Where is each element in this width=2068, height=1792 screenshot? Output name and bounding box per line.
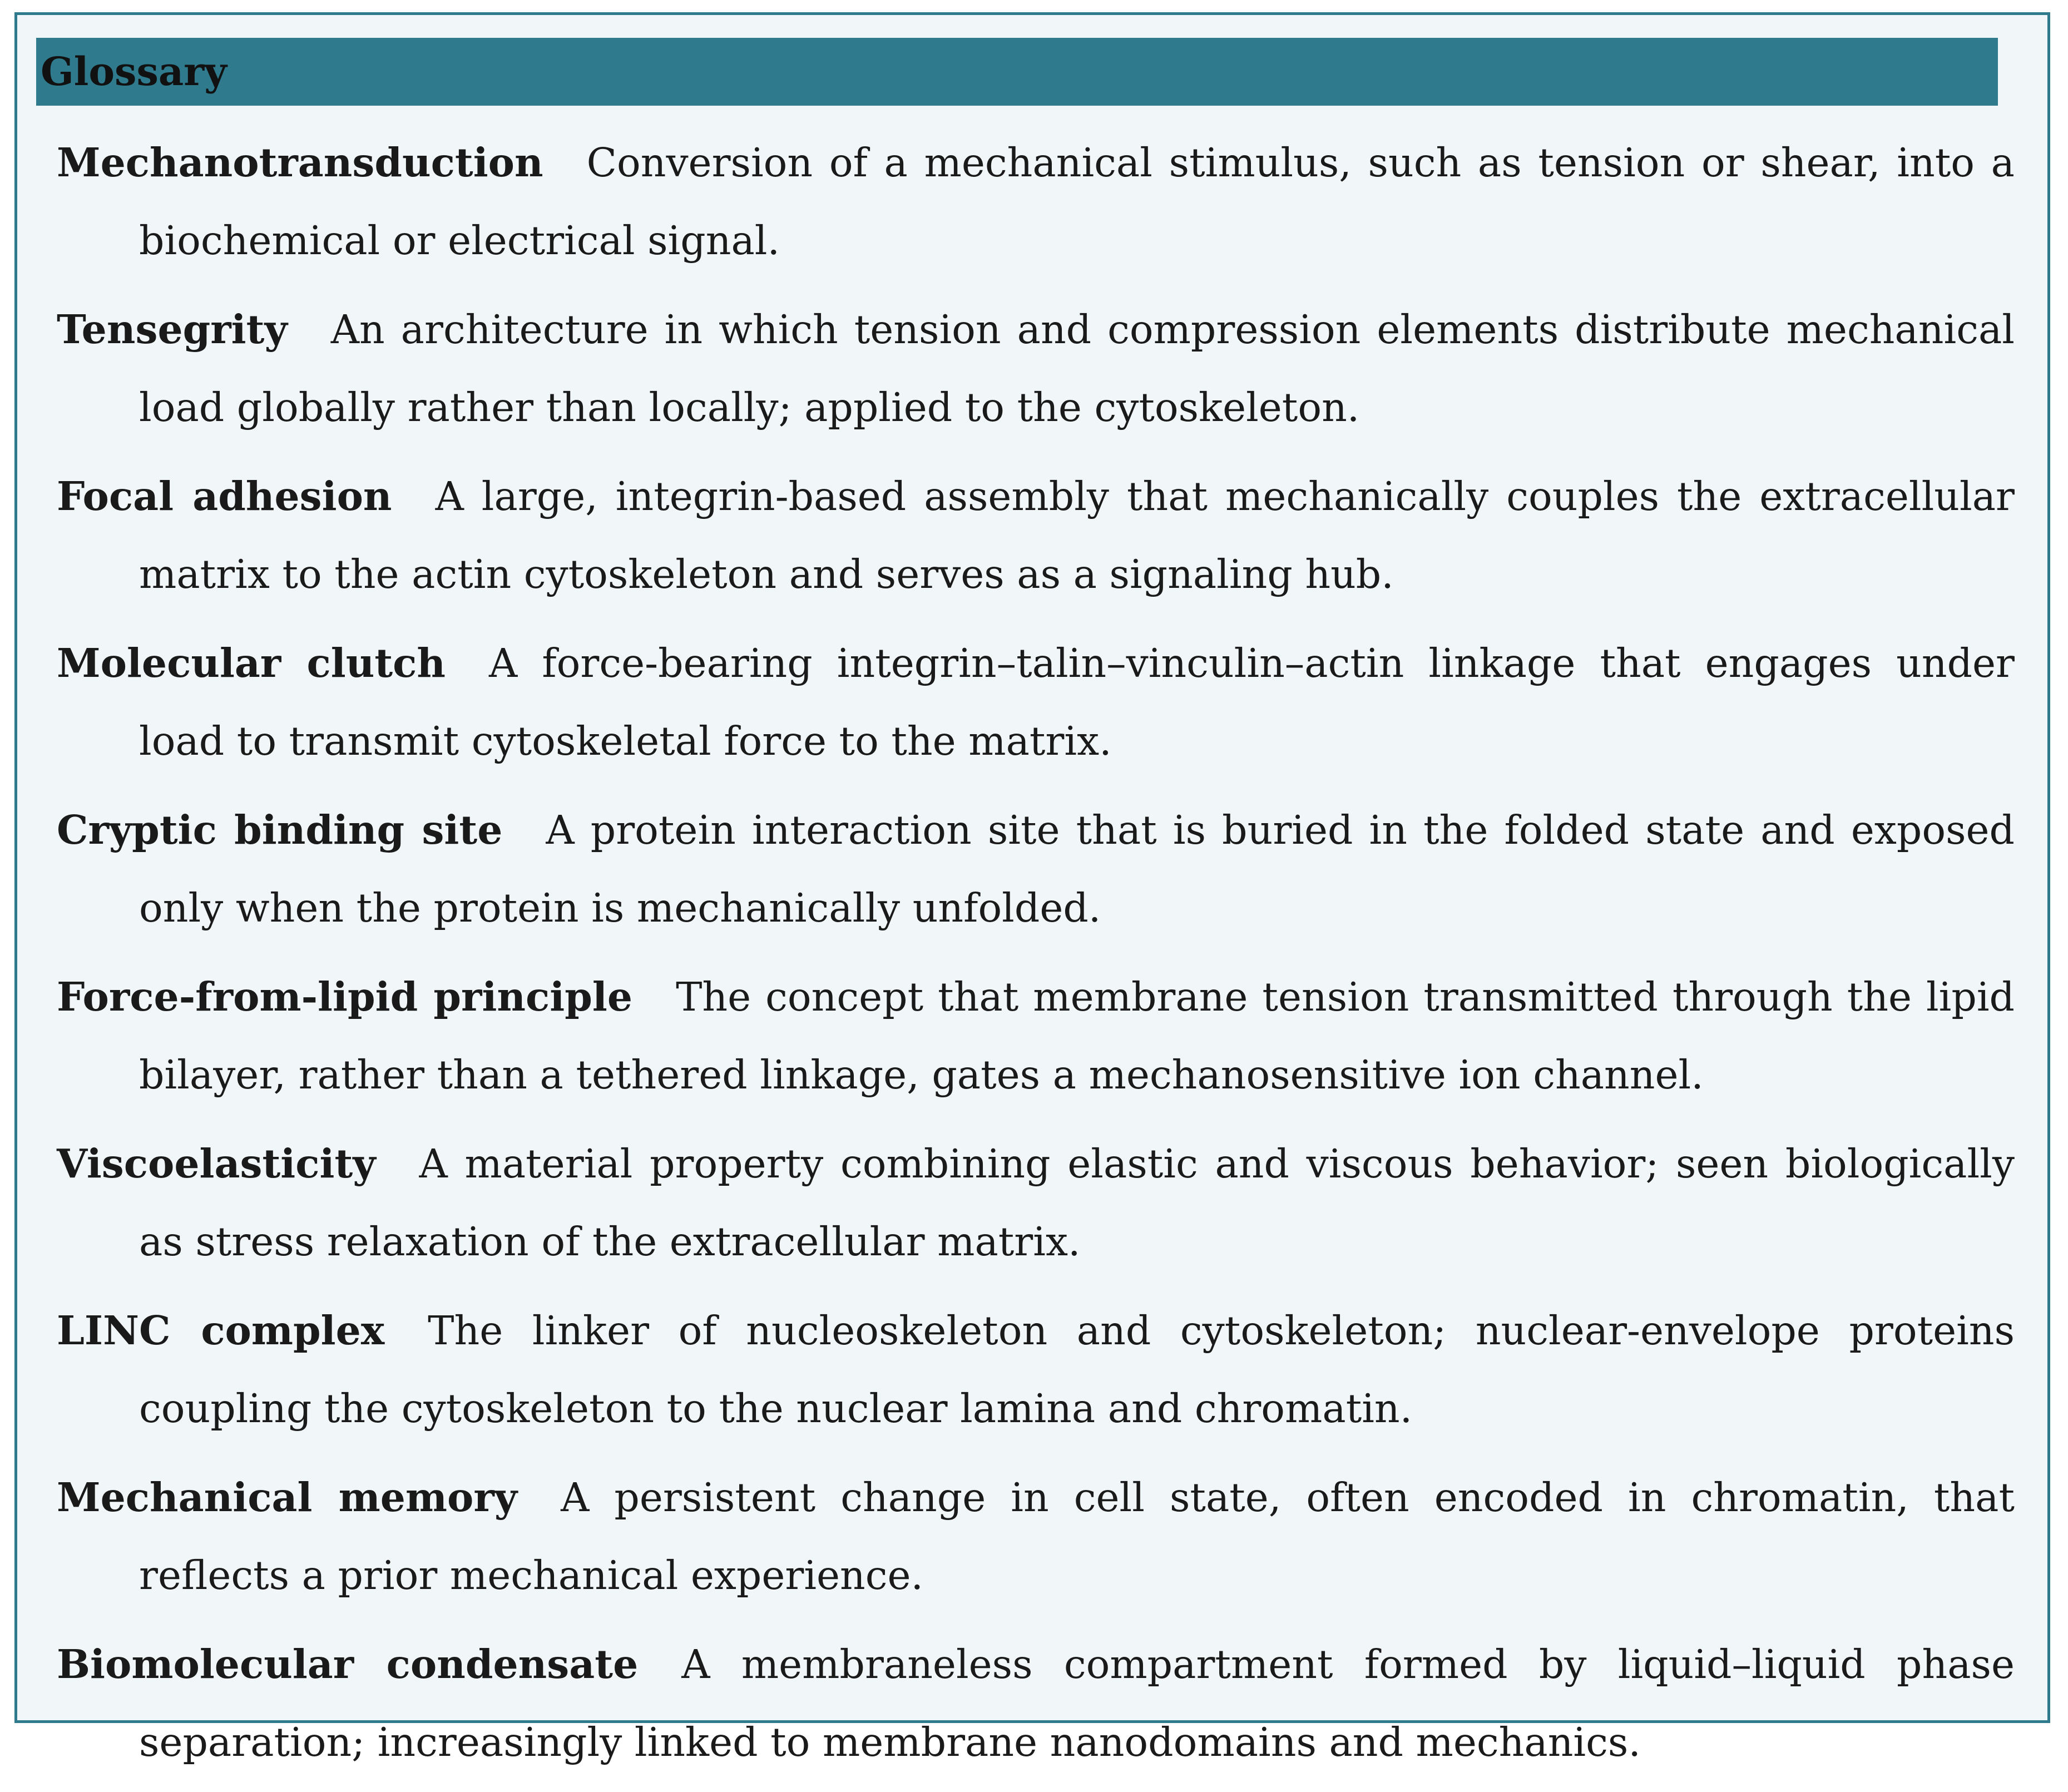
glossary-entry-biomolecular-condensate <box>57 1625 2015 1781</box>
glossary-term: Force-from-lipid principle <box>57 973 633 1020</box>
glossary-entry-linc-complex <box>57 1291 2015 1448</box>
glossary-definition: A material property combining elastic and viscous behavior; seen biologically as stress relaxation of the extracellular matrix. <box>139 1141 2015 1265</box>
glossary-definition: The linker of nucleoskeleton and cytoskeleton; nuclear-envelope proteins coupling the cytoskeleton to the nuclear lamina and chromatin. <box>139 1308 2015 1432</box>
glossary-entry-cryptic-binding-site <box>57 791 2015 947</box>
glossary-definition: A large, integrin-based assembly that mechanically couples the extracellular matrix to the actin cytoskeleton and serves as a signaling hub. <box>139 473 2015 597</box>
glossary-term: Mechanical memory <box>57 1474 518 1521</box>
glossary-entry-mechanical-memory <box>57 1458 2015 1615</box>
glossary-definition: A membraneless compartment formed by liquid–liquid phase separation; increasingly linked to membrane nanodomains and mechanics. <box>139 1641 2015 1765</box>
glossary-definition: A force-bearing integrin–talin–vinculin–actin linkage that engages under load to transmit cytoskeletal force to the matrix. <box>139 640 2015 764</box>
glossary-definition: An architecture in which tension and compression elements distribute mechanical load globally rather than locally; applied to the cytoskeleton. <box>139 306 2015 430</box>
glossary-list <box>57 123 2015 1792</box>
glossary-entry-tensegrity <box>57 290 2015 447</box>
glossary-definition: A protein interaction site that is buried in the folded state and exposed only when the protein is mechanically unfolded. <box>139 807 2015 931</box>
glossary-definition: Conversion of a mechanical stimulus, such as tension or shear, into a biochemical or electrical signal. <box>139 140 2015 264</box>
glossary-term: Biomolecular condensate <box>57 1641 639 1687</box>
glossary-entry-force-from-lipid <box>57 958 2015 1114</box>
glossary-title: Glossary <box>36 38 1998 106</box>
glossary-entry-mechanotransduction <box>57 123 2015 280</box>
glossary-term: Cryptic binding site <box>57 806 503 853</box>
glossary-definition: The concept that membrane tension transmitted through the lipid bilayer, rather than a tethered linkage, gates a mechanosensitive ion channel. <box>139 974 2015 1098</box>
glossary-term: Viscoelasticity <box>57 1140 376 1187</box>
glossary-term: LINC complex <box>57 1307 385 1354</box>
glossary-term: Mechanotransduction <box>57 139 543 186</box>
glossary-entry-viscoelasticity <box>57 1125 2015 1281</box>
glossary-entry-focal-adhesion <box>57 457 2015 613</box>
glossary-definition: A persistent change in cell state, often encoded in chromatin, that reflects a prior mechanical experience. <box>139 1474 2015 1598</box>
glossary-term: Tensegrity <box>57 306 288 353</box>
glossary-entry-molecular-clutch <box>57 624 2015 780</box>
glossary-term: Focal adhesion <box>57 473 392 519</box>
glossary-term: Molecular clutch <box>57 640 446 686</box>
